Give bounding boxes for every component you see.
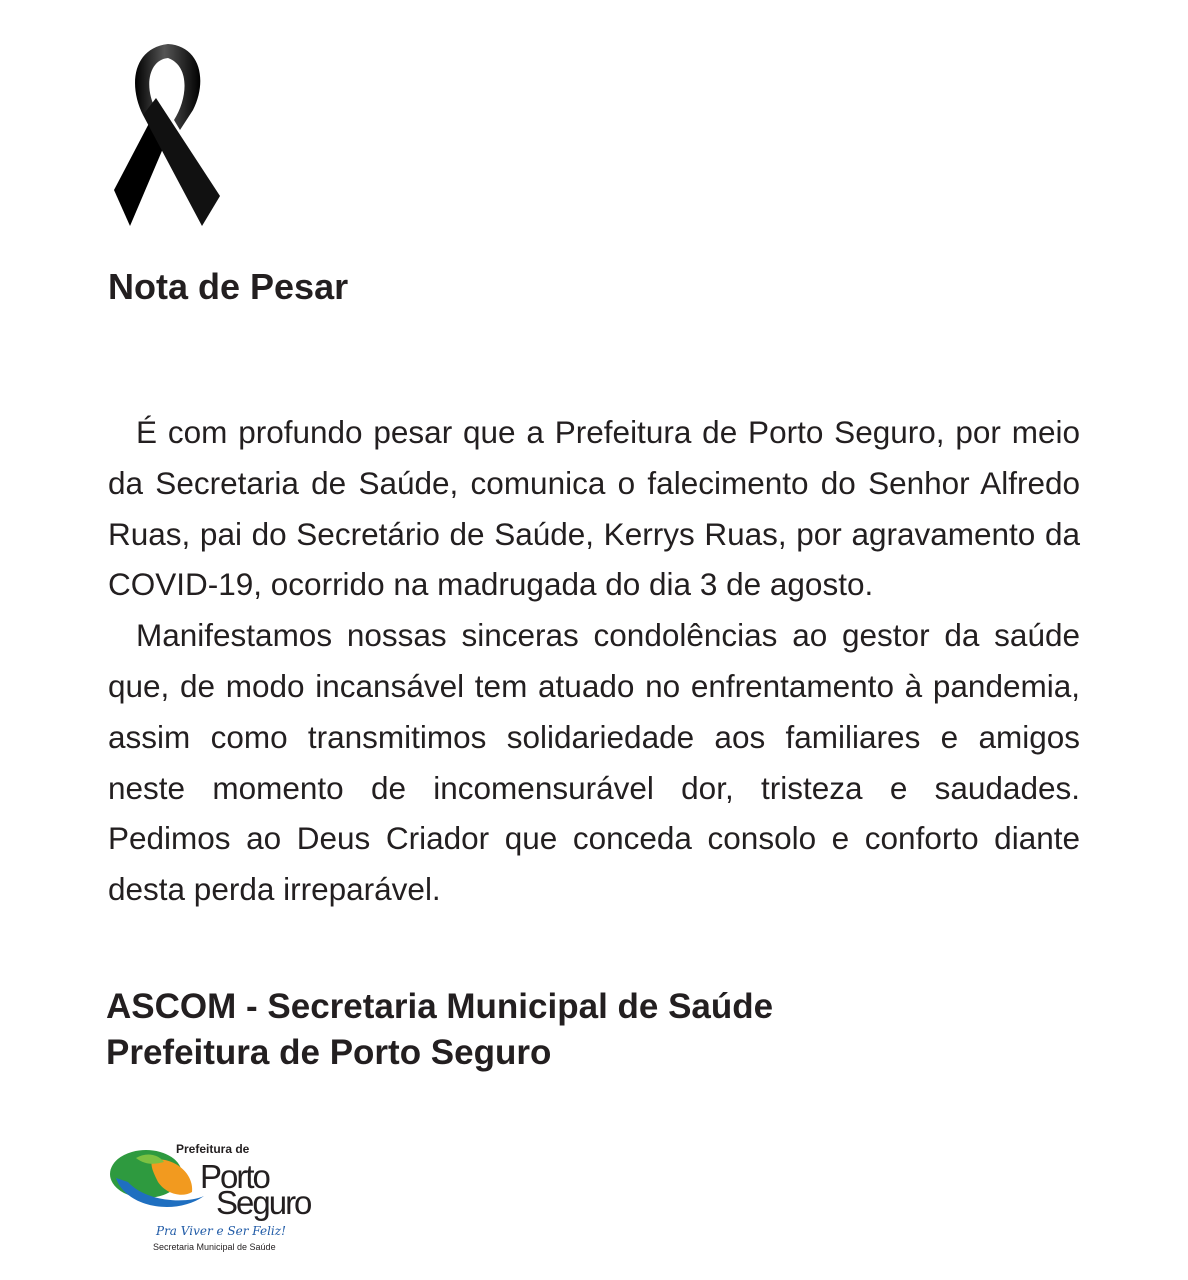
signature-line-2: Prefeitura de Porto Seguro [106, 1033, 552, 1072]
logo-top-text: Prefeitura de [176, 1142, 250, 1156]
paragraph-2: Manifestamos nossas sinceras condolências ao gestor da saúde que, de modo incansável tem atuado no enfrentamento à pandemia, assim como transmitimos solidariedade aos familiares e amigos neste momento de incomensurável dor, tristeza e saudades. Pedimos ao Deus Criador que conceda consolo e conforto diante desta perda irreparável. [108, 617, 1080, 908]
prefeitura-logo [106, 1138, 336, 1258]
signature-line-1: ASCOM - Secretaria Municipal de Saúde [106, 987, 774, 1026]
logo-slogan: Pra Viver e Ser Feliz! [156, 1224, 286, 1238]
logo-name-line-1: Porto [200, 1158, 269, 1195]
paragraph-1: É com profundo pesar que a Prefeitura de Porto Seguro, por meio da Secretaria de Saúde, comunica o falecimento do Senhor Alfredo Ruas, pai do Secretário de Saúde, Kerrys Ruas, por agravamento da COVID-19, ocorrido na madrugada do dia 3 de agosto. [108, 414, 1080, 603]
signature [106, 984, 773, 1076]
logo-department: Secretaria Municipal de Saúde [153, 1242, 276, 1252]
page-title: Nota de Pesar [108, 266, 349, 307]
mourning-ribbon-icon [108, 40, 228, 230]
logo-name-line-2: Seguro [216, 1184, 311, 1221]
body-text [108, 407, 1080, 915]
